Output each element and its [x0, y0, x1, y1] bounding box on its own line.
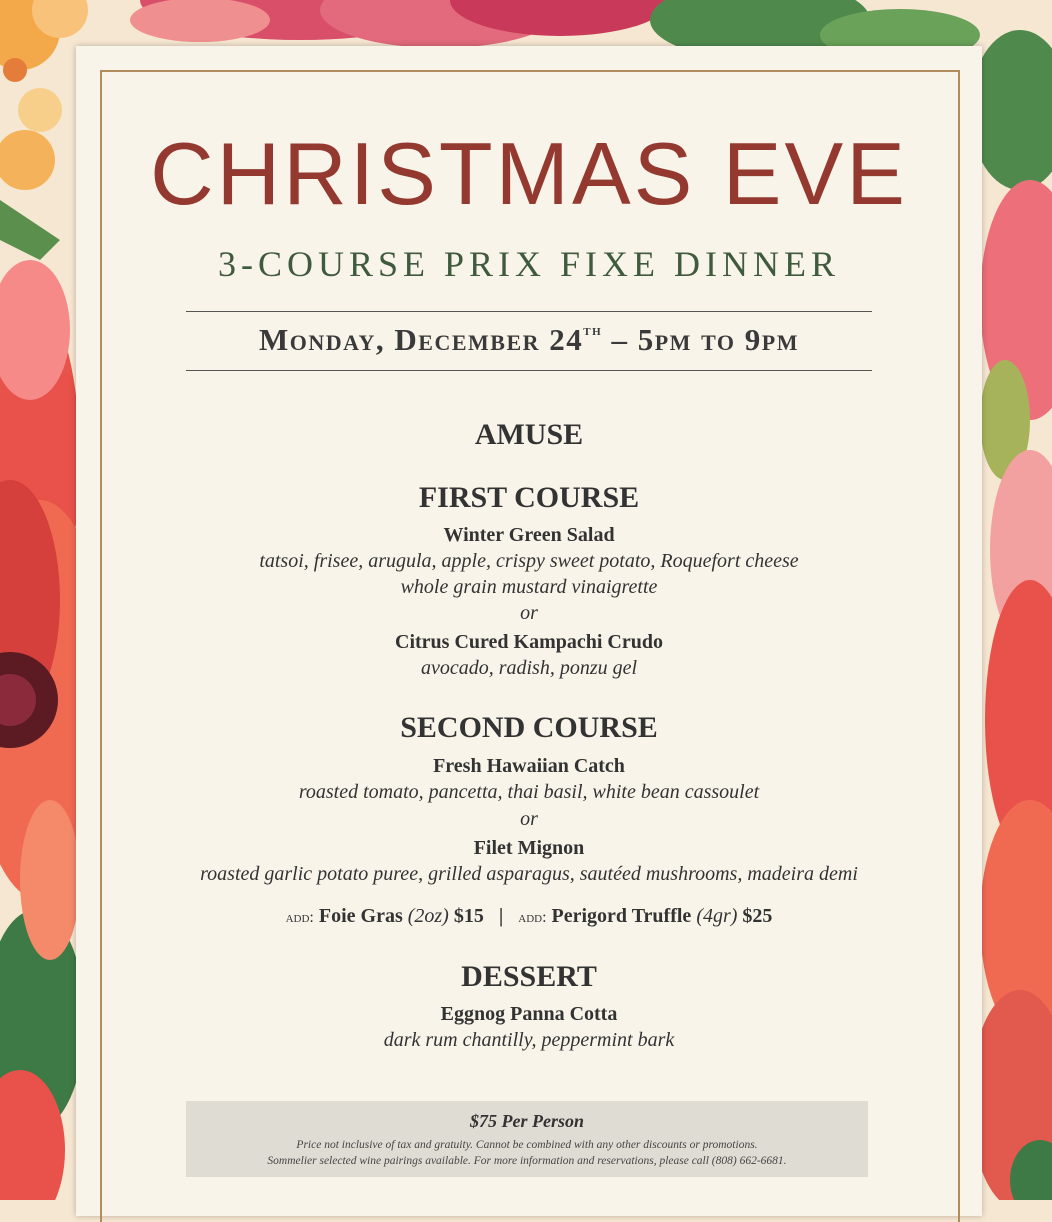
- right-dahlia-illustration: [970, 30, 1052, 1200]
- first-course-heading: FIRST COURSE: [418, 481, 640, 514]
- addon2-name: Perigord Truffle: [551, 905, 692, 927]
- second-course-or: or: [520, 808, 538, 830]
- date-top-divider: [186, 311, 872, 312]
- addon2-prefix: add:: [518, 909, 547, 926]
- dessert-heading: DESSERT: [461, 960, 597, 993]
- amuse-heading: AMUSE: [474, 418, 584, 451]
- event-date: [76, 324, 982, 355]
- first-course-or: or: [520, 602, 538, 624]
- price-info-box: [186, 1101, 868, 1177]
- addon1-price: $15: [453, 905, 484, 927]
- addon1-name: Foie Gras: [318, 905, 403, 927]
- addon1-prefix: add:: [285, 909, 314, 926]
- menu-card: [76, 46, 982, 1216]
- dessert-dish-desc: dark rum chantilly, peppermint bark: [383, 1029, 675, 1051]
- event-date-day: Monday, December 24: [259, 322, 584, 357]
- first-course-dish1-desc-line2: whole grain mustard vinaigrette: [400, 576, 658, 598]
- addon2-price: $25: [742, 905, 773, 927]
- addon1-size: (2oz): [407, 905, 449, 927]
- second-course-dish2-name: Filet Mignon: [473, 837, 585, 859]
- second-course-dish2-desc: roasted garlic potato puree, grilled asparagus, sautéed mushrooms, madeira demi: [200, 863, 858, 885]
- first-course-dish2-desc: avocado, radish, ponzu gel: [420, 657, 638, 679]
- second-course-dish1-desc: roasted tomato, pancetta, thai basil, white bean cassoulet: [298, 781, 760, 803]
- price-per-person: $75 Per Person: [470, 1111, 584, 1131]
- addon2-size: (4gr): [696, 905, 738, 927]
- first-course-dish2-name: Citrus Cured Kampachi Crudo: [395, 631, 663, 653]
- date-bottom-divider: [186, 370, 872, 371]
- second-course-dish1-name: Fresh Hawaiian Catch: [433, 755, 625, 777]
- menu-subtitle: 3-COURSE PRIX FIXE DINNER: [217, 244, 841, 284]
- second-course-heading: SECOND COURSE: [400, 711, 658, 744]
- event-time: – 5pm to 9pm: [611, 322, 799, 357]
- event-date-suffix: th: [583, 323, 603, 339]
- menu-title: CHRISTMAS EVE: [150, 124, 908, 223]
- first-course-dish1-name: Winter Green Salad: [443, 524, 615, 546]
- dessert-dish-name: Eggnog Panna Cotta: [440, 1003, 618, 1025]
- fine-print-line1: Price not inclusive of tax and gratuity. Cannot be combined with any other discounts or promotions.: [296, 1139, 758, 1151]
- fine-print-line2: Sommelier selected wine pairings available. For more information and reservations, please call (808) 662-6681.: [267, 1155, 787, 1167]
- first-course-dish1-desc-line1: tatsoi, frisee, arugula, apple, crispy sweet potato, Roquefort cheese: [259, 550, 799, 572]
- addon-separator: |: [498, 905, 504, 927]
- top-left-blossom-illustration: [0, 0, 88, 260]
- addon-options: [76, 906, 982, 926]
